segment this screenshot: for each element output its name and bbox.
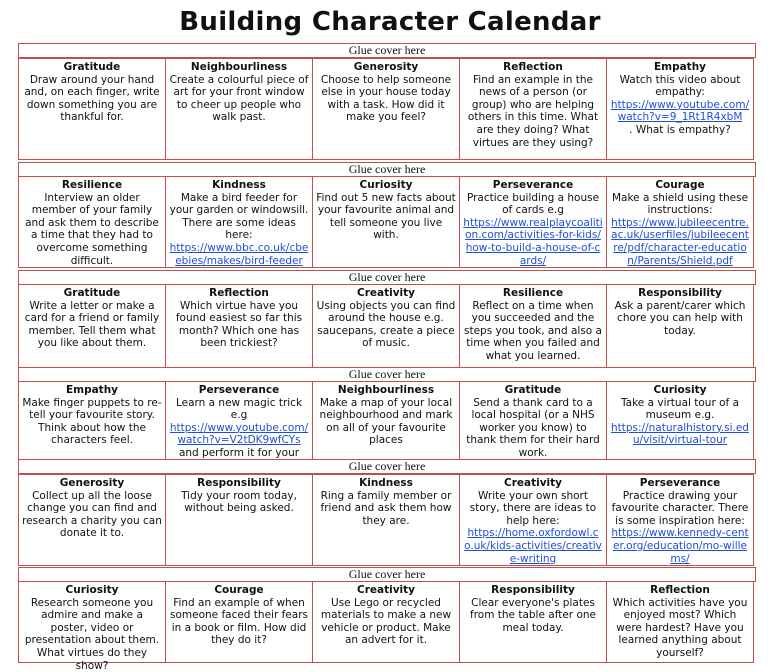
virtue-heading: Neighbourliness (337, 384, 435, 396)
activity-text: Make a shield using these instructions: (611, 191, 749, 217)
calendar-row (18, 58, 754, 160)
activity-text: Find out 5 new facts about your favourite animal and tell someone you live with. (316, 191, 456, 242)
virtue-heading: Perseverance (198, 384, 280, 396)
day-cell (459, 284, 607, 368)
activity-link[interactable]: https://www.jubileecentre.ac.uk/userfiles/jubileecentre/pdf/character-education/Parents/Shield.pdf (611, 216, 749, 267)
virtue-heading: Generosity (353, 61, 419, 73)
virtue-heading: Responsibility (638, 287, 722, 299)
glue-cover-label: Glue cover here (18, 567, 756, 582)
virtue-heading: Perseverance (492, 179, 574, 191)
virtue-heading: Gratitude (504, 384, 562, 396)
activity-link[interactable]: https://www.kennedy-center.org/education/mo-willems/ (611, 527, 749, 565)
virtue-heading: Creativity (503, 477, 563, 489)
virtue-heading: Creativity (356, 287, 416, 299)
virtue-heading: Empathy (653, 61, 707, 73)
day-cell (165, 58, 313, 160)
day-cell (606, 284, 754, 368)
virtue-heading: Reflection (650, 584, 710, 596)
activity-link[interactable]: https://home.oxfordowl.co.uk/kids-activities/creative-writing (464, 527, 602, 565)
activity-text: Send a thank card to a local hospital (or a NHS worker you know) to thank them for their hard work. (466, 396, 600, 459)
activity-text: Practice drawing your favourite character. There is some inspiration here: (611, 489, 749, 527)
virtue-heading: Perseverance (639, 477, 721, 489)
activity-text-continued: and perform it for your (178, 446, 300, 459)
activity-link[interactable]: https://www.youtube.com/watch?v=9_1Rt1R4xbM (610, 98, 750, 124)
activity-text: Write your own short story, there are ideas to help here: (469, 489, 597, 527)
activity-text: Practice building a house of cards e.g (466, 191, 600, 217)
activity-text: Make finger puppets to re-tell your favourite story. Think about how the characters feel. (22, 396, 162, 447)
virtue-heading: Responsibility (491, 584, 575, 596)
virtue-heading: Gratitude (63, 61, 121, 73)
virtue-heading: Reflection (503, 61, 563, 73)
glue-cover-label: Glue cover here (18, 459, 756, 474)
day-cell (459, 176, 607, 268)
glue-cover-label: Glue cover here (18, 367, 756, 382)
page-title: Building Character Calendar (179, 7, 601, 37)
day-cell (606, 581, 754, 663)
activity-text: Choose to help someone else in your house today with a task. How did it make you feel? (320, 73, 452, 124)
activity-text: Make a map of your local neighbourhood and mark on all of your favourite places (319, 396, 453, 447)
day-cell (165, 474, 313, 566)
virtue-heading: Courage (655, 179, 705, 191)
activity-text: Ask a parent/carer which chore you can help with today. (614, 299, 746, 337)
glue-cover-label: Glue cover here (18, 162, 756, 177)
day-cell (312, 474, 460, 566)
calendar-row (18, 176, 754, 268)
activity-text: Tidy your room today, without being asked. (181, 489, 297, 515)
activity-text: Reflect on a time when you succeeded and the steps you took, and also a time when you failed and what you learned. (464, 299, 602, 362)
activity-text: Learn a new magic trick e.g (175, 396, 303, 422)
activity-text: Which virtue have you found easiest so far this month? Which one has been trickiest? (175, 299, 303, 350)
day-cell (18, 284, 166, 368)
activity-text: Clear everyone's plates from the table after one meal today. (470, 596, 596, 634)
activity-text: Take a virtual tour of a museum e.g. (620, 396, 740, 422)
day-cell (165, 284, 313, 368)
activity-text: Find an example of when someone faced their fears in a book or film. How did they do it? (169, 596, 308, 647)
calendar-row (18, 474, 754, 566)
activity-text: Watch this video about empathy: (619, 73, 741, 99)
virtue-heading: Curiosity (653, 384, 707, 396)
virtue-heading: Resilience (61, 179, 123, 191)
virtue-heading: Curiosity (65, 584, 119, 596)
virtue-heading: Generosity (59, 477, 125, 489)
virtue-heading: Neighbourliness (190, 61, 288, 73)
activity-link[interactable]: https://naturalhistory.si.edu/visit/virtual-tour (611, 421, 749, 447)
day-cell (312, 58, 460, 160)
virtue-heading: Curiosity (359, 179, 413, 191)
glue-cover-label: Glue cover here (18, 43, 756, 58)
virtue-heading: Creativity (356, 584, 416, 596)
day-cell (606, 381, 754, 461)
calendar-row (18, 284, 754, 368)
virtue-heading: Courage (214, 584, 264, 596)
glue-cover-label: Glue cover here (18, 270, 756, 285)
activity-link[interactable]: https://www.bbc.co.uk/cbeebies/makes/bird-feeder (169, 241, 309, 267)
virtue-heading: Reflection (209, 287, 269, 299)
activity-text-continued: . What is empathy? (629, 123, 731, 136)
day-cell (18, 58, 166, 160)
day-cell (312, 381, 460, 461)
day-cell (312, 581, 460, 663)
day-cell (606, 176, 754, 268)
day-cell (165, 581, 313, 663)
virtue-heading: Kindness (359, 477, 413, 489)
day-cell (312, 176, 460, 268)
day-cell (165, 381, 313, 461)
day-cell (606, 474, 754, 566)
activity-text: Draw around your hand and, on each finger, write down something you are thankful for. (24, 73, 160, 124)
day-cell (459, 381, 607, 461)
day-cell (606, 58, 754, 160)
day-cell (18, 581, 166, 672)
activity-text: Make a bird feeder for your garden or windowsill. There are some ideas here: (169, 191, 309, 242)
activity-text: Which activities have you enjoyed most? Which were hardest? Have you learned anything about yourself? (612, 596, 748, 659)
activity-link[interactable]: https://www.realplaycoalition.com/activities-for-kids/how-to-build-a-house-of-cards/ (463, 216, 603, 267)
activity-text: Use Lego or recycled materials to make a new vehicle or product. Make an advert for it. (320, 596, 452, 647)
day-cell (459, 581, 607, 663)
day-cell (312, 284, 460, 368)
day-cell (459, 474, 607, 566)
activity-text: Create a colourful piece of art for your front window to cheer up people who walk past. (169, 73, 309, 124)
activity-text: Ring a family member or friend and ask them how they are. (320, 489, 452, 527)
activity-text: Collect up all the loose change you can find and research a charity you can donate it to. (22, 489, 162, 540)
activity-text: Write a letter or make a card for a friend or family member. Tell them what you like about them. (24, 299, 160, 350)
virtue-heading: Empathy (65, 384, 119, 396)
day-cell (18, 381, 166, 461)
virtue-heading: Responsibility (197, 477, 281, 489)
day-cell (18, 176, 166, 268)
activity-text: Find an example in the news of a person (or group) who are helping others in this time. What are they doing? What virtues are they using? (467, 73, 599, 149)
activity-text: Using objects you can find around the house e.g. saucepans, create a piece of music. (316, 299, 456, 350)
day-cell (18, 474, 166, 566)
activity-link[interactable]: https://www.youtube.com/watch?v=V2tDK9wfCYs (169, 421, 309, 447)
day-cell (459, 58, 607, 160)
calendar-row (18, 581, 754, 672)
day-cell (165, 176, 313, 268)
activity-text: Interview an older member of your family and ask them to describe a time that they had to overcome something difficult. (25, 191, 159, 267)
calendar-row (18, 381, 754, 461)
activity-text: Research someone you admire and make a poster, video or presentation about them. What virtues do they show? (24, 596, 160, 672)
virtue-heading: Gratitude (63, 287, 121, 299)
virtue-heading: Kindness (212, 179, 266, 191)
virtue-heading: Resilience (502, 287, 564, 299)
